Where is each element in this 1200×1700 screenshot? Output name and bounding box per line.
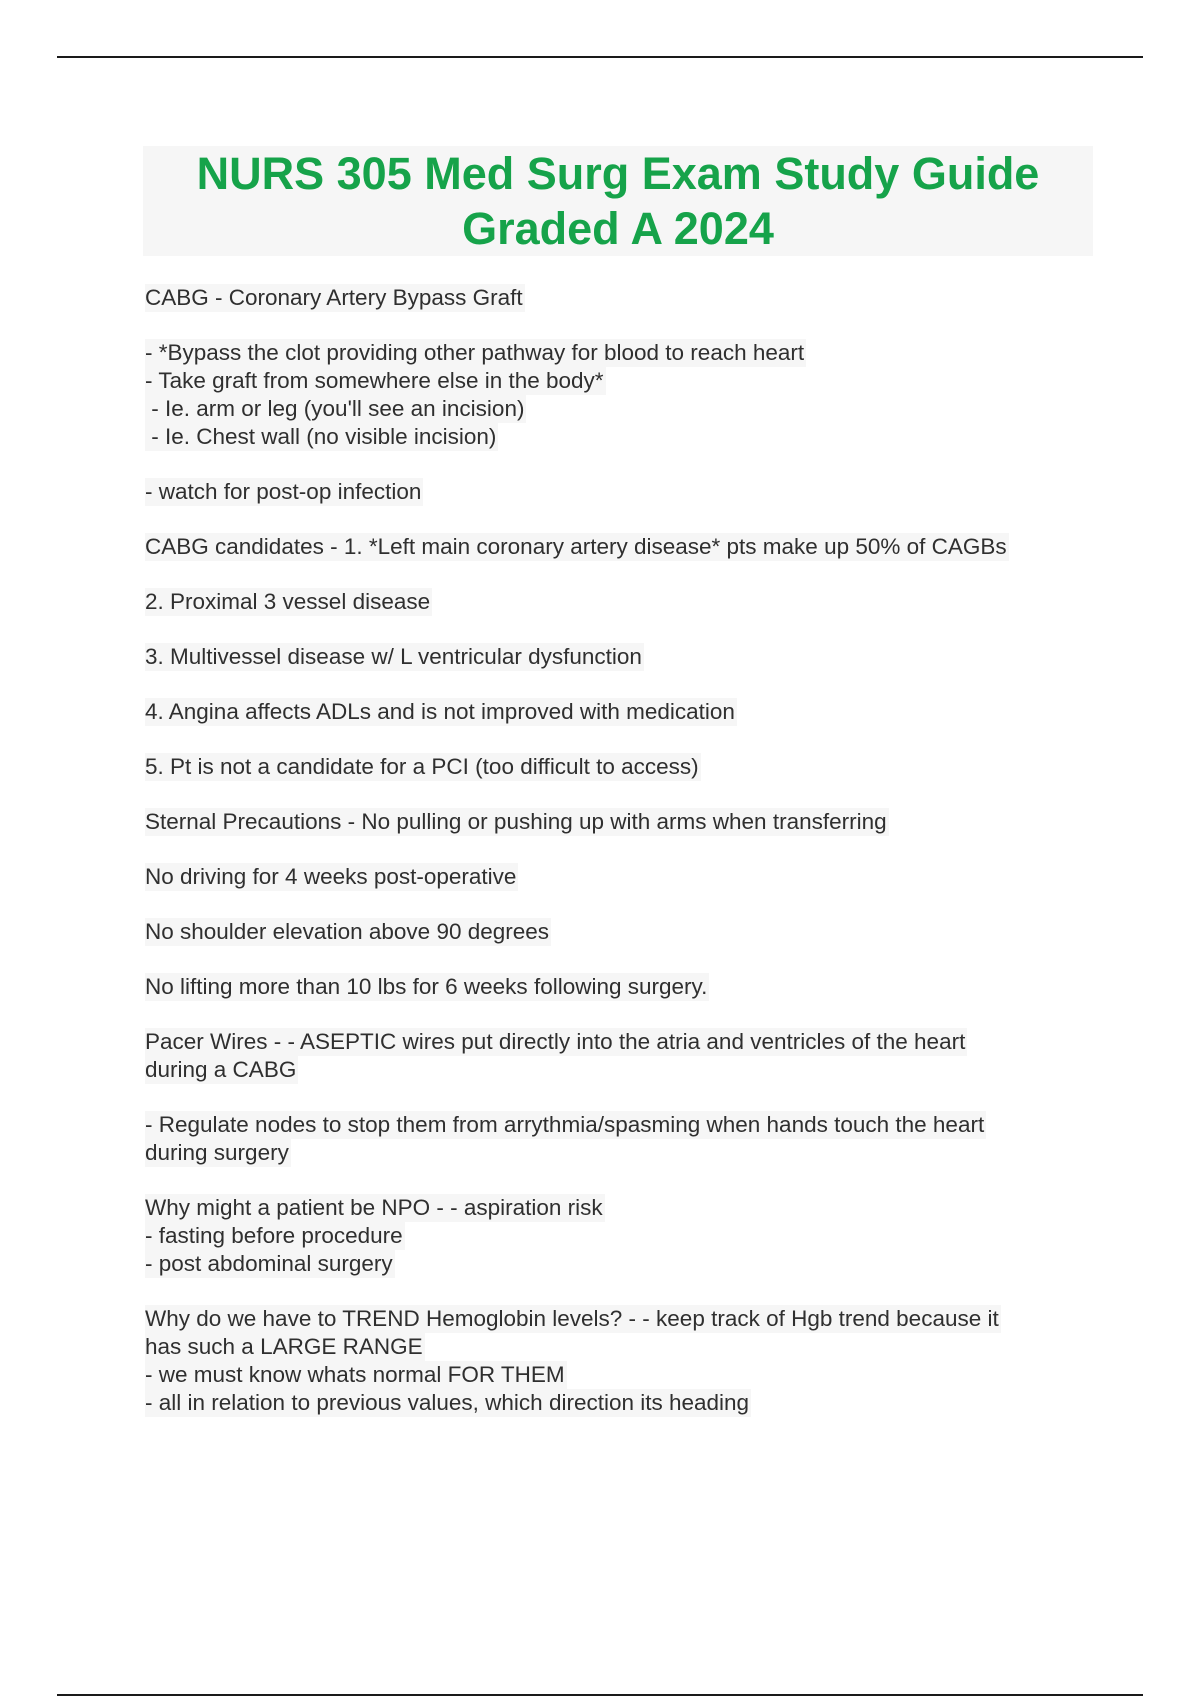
paragraph	[145, 1305, 1075, 1417]
title-line-2: Graded A 2024	[462, 203, 774, 254]
text-line: No lifting more than 10 lbs for 6 weeks following surgery.	[145, 974, 708, 999]
paragraph-gap	[145, 781, 1075, 808]
paragraph	[145, 918, 1075, 946]
text-line: - Ie. arm or leg (you'll see an incision)	[145, 396, 525, 421]
paragraph-gap	[145, 1278, 1075, 1305]
paragraph-gap	[145, 1001, 1075, 1028]
paragraph-gap	[145, 561, 1075, 588]
text-line: - *Bypass the clot providing other pathway for blood to reach heart	[145, 340, 805, 365]
paragraph	[145, 1194, 1075, 1278]
paragraph	[145, 1028, 1075, 1084]
text-line: Sternal Precautions - No pulling or pushing up with arms when transferring	[145, 809, 887, 834]
text-line: has such a LARGE RANGE	[145, 1334, 423, 1359]
paragraph	[145, 339, 1075, 451]
paragraph	[145, 973, 1075, 1001]
text-line: No shoulder elevation above 90 degrees	[145, 919, 550, 944]
document-title	[143, 146, 1093, 256]
text-line: 4. Angina affects ADLs and is not improved with medication	[145, 699, 735, 724]
text-line: during surgery	[145, 1140, 289, 1165]
paragraph	[145, 588, 1075, 616]
paragraph-gap	[145, 671, 1075, 698]
text-line: - we must know whats normal FOR THEM	[145, 1362, 565, 1387]
text-line: Why might a patient be NPO - - aspiration risk	[145, 1195, 603, 1220]
text-line: - all in relation to previous values, which direction its heading	[145, 1390, 750, 1415]
paragraph	[145, 808, 1075, 836]
text-line: No driving for 4 weeks post-operative	[145, 864, 517, 889]
text-line: 3. Multivessel disease w/ L ventricular dysfunction	[145, 644, 642, 669]
paragraph-gap	[145, 312, 1075, 339]
paragraph-gap	[145, 891, 1075, 918]
text-line: - Regulate nodes to stop them from arrythmia/spasming when hands touch the heart	[145, 1112, 985, 1137]
text-line: CABG candidates - 1. *Left main coronary artery disease* pts make up 50% of CAGBs	[145, 534, 1007, 559]
paragraph-gap	[145, 616, 1075, 643]
text-line: - Take graft from somewhere else in the body*	[145, 368, 604, 393]
paragraph-gap	[145, 451, 1075, 478]
paragraph	[145, 698, 1075, 726]
text-line: CABG - Coronary Artery Bypass Graft	[145, 285, 523, 310]
paragraph	[145, 533, 1075, 561]
document-body	[145, 284, 1075, 1417]
bottom-divider	[57, 1694, 1143, 1696]
paragraph-gap	[145, 1084, 1075, 1111]
paragraph-gap	[145, 726, 1075, 753]
text-line: Why do we have to TREND Hemoglobin levels? - - keep track of Hgb trend because it	[145, 1306, 999, 1331]
paragraph-gap	[145, 1167, 1075, 1194]
paragraph	[145, 1111, 1075, 1167]
text-line: during a CABG	[145, 1057, 297, 1082]
text-line: Pacer Wires - - ASEPTIC wires put directly into the atria and ventricles of the heart	[145, 1029, 966, 1054]
paragraph-gap	[145, 506, 1075, 533]
paragraph	[145, 478, 1075, 506]
paragraph	[145, 753, 1075, 781]
text-line: - watch for post-op infection	[145, 479, 422, 504]
text-line: 5. Pt is not a candidate for a PCI (too difficult to access)	[145, 754, 699, 779]
text-line: 2. Proximal 3 vessel disease	[145, 589, 431, 614]
paragraph-gap	[145, 946, 1075, 973]
paragraph	[145, 643, 1075, 671]
text-line: - fasting before procedure	[145, 1223, 403, 1248]
text-line: - Ie. Chest wall (no visible incision)	[145, 424, 497, 449]
paragraph-gap	[145, 836, 1075, 863]
paragraph	[145, 863, 1075, 891]
text-line: - post abdominal surgery	[145, 1251, 393, 1276]
paragraph	[145, 284, 1075, 312]
title-line-1: NURS 305 Med Surg Exam Study Guide	[196, 148, 1040, 199]
top-divider	[57, 56, 1143, 58]
